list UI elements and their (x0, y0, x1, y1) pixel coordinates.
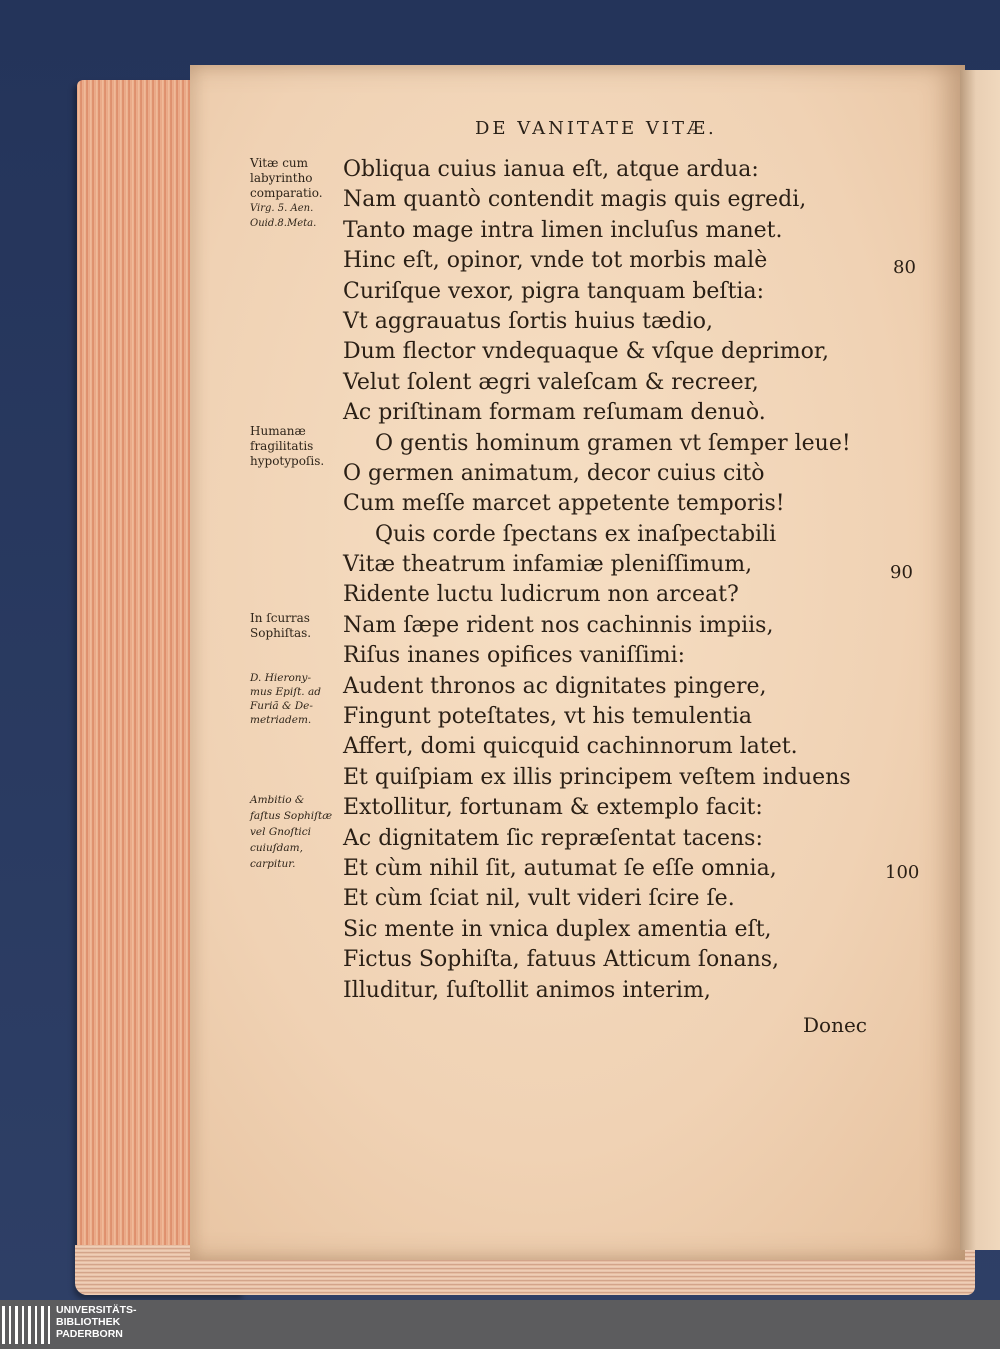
logo-line: UNIVERSITÄTS- (56, 1304, 137, 1316)
verse-line: Obliqua cuius ianua eſt, atque ardua: (343, 157, 759, 182)
note-line: Vitæ cum (250, 156, 309, 170)
verse-line: Nam ſæpe rident nos cachinnis impiis, (343, 612, 774, 638)
logo-line: BIBLIOTHEK (56, 1316, 121, 1328)
note-line: carpitur. (250, 858, 296, 870)
verse-line: Ridente luctu ludicrum non arceat? (343, 582, 739, 608)
verse-line: Vitæ theatrum infamiæ pleniſſimum, (343, 552, 753, 578)
margin-note-hypotyposis (250, 424, 324, 469)
verse-line: Ac dignitatem ſic repræſentat tacens: (343, 825, 763, 851)
verse-line: Sic mente in vnica duplex amentia eſt, (343, 916, 772, 942)
verse-line: Curiſque vexor, pigra tanquam beſtia: (343, 278, 764, 304)
verse-line: Riſus inanes opifices vaniſſimi: (343, 643, 686, 669)
margin-note-hieronymus (250, 671, 321, 727)
verse-line: Tanto mage intra limen incluſus manet. (343, 217, 783, 243)
line-number-80: 80 (893, 257, 916, 278)
footer-bar (0, 1300, 1000, 1349)
note-line: mus Epiſt. ad (250, 686, 321, 698)
note-line: fragilitatis (250, 439, 314, 453)
note-line: Furiã & De- (250, 700, 313, 712)
running-head: DE VANITATE VITÆ. (475, 118, 717, 139)
verse-line: Fictus Sophiſta, fatuus Atticum ſonans, (343, 947, 780, 973)
note-line: Sophiſtas. (250, 626, 312, 640)
verse-block (343, 155, 883, 1006)
verse-line: Vt aggrauatus ſortis huius tædio, (343, 308, 713, 334)
note-line: vel Gnoſtici (250, 826, 312, 838)
verse-line: Et quiſpiam ex illis principem veſtem induens (343, 764, 851, 790)
note-line: Virg. 5. Aen. (250, 203, 314, 214)
note-line: Ambitio & (250, 794, 305, 806)
verse-line: Nam quantò contendit magis quis egredi, (343, 187, 807, 213)
verse-line: Illuditur, ſuſtollit animos interim, (343, 977, 711, 1003)
verse-line: Fingunt poteſtates, vt his temulentia (343, 704, 753, 730)
note-line: In ſcurras (250, 611, 310, 625)
verse-line: Hinc eſt, opinor, vnde tot morbis malè (343, 248, 768, 274)
verse-line: Dum flector vndequaque & vſque deprimor, (343, 339, 829, 365)
note-line: hypotypoſis. (250, 454, 325, 468)
note-line: D. Hierony- (250, 672, 312, 684)
catchword: Donec (803, 1013, 867, 1037)
verse-line: Ac priſtinam formam reſumam denuò. (343, 400, 766, 426)
library-logo-text (56, 1304, 137, 1340)
verse-line: Extollitur, fortunam & extemplo facit: (343, 795, 763, 821)
line-number-100: 100 (885, 862, 920, 883)
verse-line: Affert, domi quicquid cachinnorum latet. (343, 734, 798, 760)
note-line: labyrintho (250, 171, 313, 185)
verse-line: Et cùm nihil ſit, autumat ſe eſſe omnia, (343, 855, 777, 881)
note-line: cuiuſdam, (250, 842, 303, 854)
verse-line: Audent thronos ac dignitates pingere, (343, 673, 767, 699)
facing-page (960, 70, 1000, 1250)
verse-line: O gentis hominum gramen vt ſemper leue! (375, 430, 851, 456)
line-number-90: 90 (890, 562, 913, 583)
margin-note-scurras (250, 611, 311, 641)
logo-line: PADERBORN (56, 1328, 123, 1340)
verse-line: Cum meſſe marcet appetente temporis! (343, 491, 785, 517)
verse-line: Velut ſolent ægri valeſcam & recreer, (343, 369, 759, 395)
verse-line: Et cùm ſciat nil, vult videri ſcire ſe. (343, 886, 735, 912)
note-line: metriadem. (250, 714, 312, 726)
note-line: Ouid.8.Meta. (250, 218, 317, 229)
library-logo-icon (2, 1306, 50, 1344)
margin-note-labyrinth (250, 156, 323, 231)
margin-note-ambitio (250, 792, 332, 872)
note-line: comparatio. (250, 186, 323, 200)
note-line: Humanæ (250, 424, 306, 438)
verse-line: O germen animatum, decor cuius citò (343, 460, 765, 486)
verse-line: Quis corde ſpectans ex inaſpectabili (375, 521, 777, 547)
note-line: faſtus Sophiſtæ (250, 810, 333, 822)
